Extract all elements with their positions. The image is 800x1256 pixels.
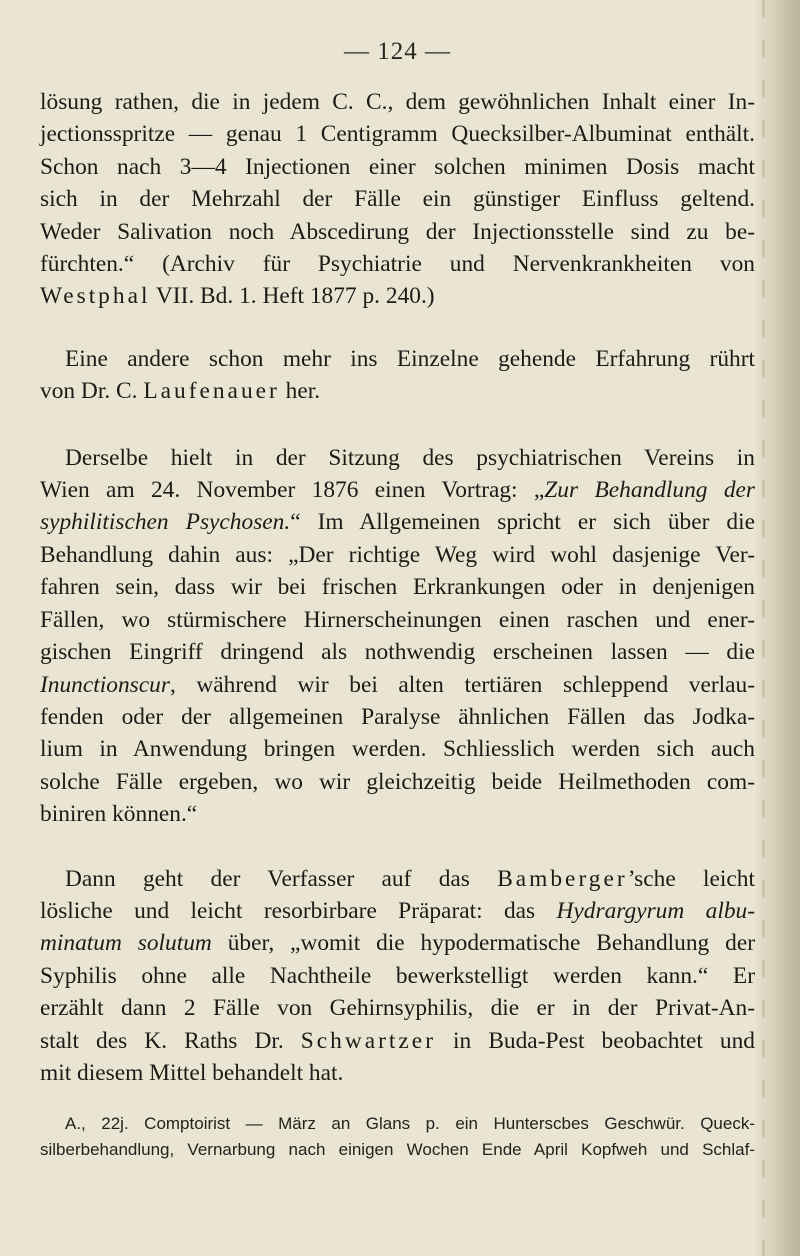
text-line <box>40 863 755 895</box>
citation-text: VII. Bd. 1. Heft 1877 p. 240.) <box>150 283 435 310</box>
author-name: Schwartzer <box>300 1027 436 1054</box>
text-line <box>40 280 755 312</box>
paragraph-4 <box>40 863 755 1090</box>
text-fragment: ’sche leicht <box>627 865 755 892</box>
paragraph-3 <box>40 442 755 831</box>
text-line: Behandlung dahin aus: „Der richtige Weg wird wohl dasjenige Ver- <box>40 541 755 568</box>
text-line: sich in der Mehrzahl der Fälle ein günstiger Einfluss geltend. <box>40 186 755 213</box>
text-fragment: stalt des K. Raths Dr. <box>40 1027 301 1054</box>
text-line: mit diesem Mittel behandelt hat. <box>40 1059 344 1086</box>
text-line: solche Fälle ergeben, wo wir gleichzeitig beide Heilmethoden com- <box>40 768 755 795</box>
text-line: Weder Salivation noch Abscedirung der Injectionsstelle sind zu be- <box>40 218 755 245</box>
text-line: Syphilis ohne alle Nachtheile bewerkstelligt werden kann.“ Er <box>40 962 755 989</box>
author-name: Laufenauer <box>143 378 280 405</box>
lecture-title: Zur Behandlung der <box>544 477 756 504</box>
paragraph-2 <box>40 343 755 408</box>
text-line: fahren sein, dass wir bei frischen Erkrankungen oder in denjenigen <box>40 574 755 601</box>
text-fragment: Wien am 24. November 1876 einen Vortrag: „ <box>40 477 545 504</box>
text-line: fürchten.“ (Archiv für Psychiatrie und Nervenkrankheiten von <box>40 251 755 278</box>
page-edge-shadow <box>756 0 800 1256</box>
text-line: biniren können.“ <box>40 801 198 828</box>
text-line: lium in Anwendung bringen werden. Schliesslich werden sich auch <box>40 736 755 763</box>
text-fragment: her. <box>279 378 321 405</box>
text-line: lösung rathen, die in jedem C. C., dem gewöhnlichen Inhalt einer In- <box>40 89 755 115</box>
text-line <box>40 895 755 927</box>
text-line <box>40 506 755 538</box>
text-line: fenden oder der allgemeinen Paralyse ähnlichen Fällen das Jodka- <box>40 703 755 730</box>
text-fragment: “ Im Allgemeinen spricht er sich über die <box>290 509 755 536</box>
author-name: Westphal <box>40 283 151 310</box>
text-line: Schon nach 3—4 Injectionen einer solchen minimen Dosis macht <box>40 153 755 180</box>
text-fragment: über, „womit die hypodermatische Behandlung der <box>211 930 755 957</box>
text-line <box>40 927 755 959</box>
text-line <box>40 1025 755 1057</box>
text-fragment: Dann geht der Verfasser auf das <box>65 865 498 892</box>
footnote-line: silberbehandlung, Vernarbung nach einigen Wochen Ende April Kopfweh und Schlaf- <box>40 1140 755 1160</box>
preparation-name: minatum solutum <box>40 930 212 957</box>
preparation-name: Hydrargyrum albu- <box>556 897 755 924</box>
text-line <box>40 474 755 506</box>
author-name: Bamberger <box>497 865 628 892</box>
text-line: erzählt dann 2 Fälle von Gehirnsyphilis, die er in der Privat-An- <box>40 995 755 1022</box>
text-line: Derselbe hielt in der Sitzung des psychiatrischen Vereins in <box>65 444 755 471</box>
book-page <box>40 38 755 1163</box>
text-line: Eine andere schon mehr ins Einzelne gehende Erfahrung rührt <box>65 345 755 372</box>
text-line <box>40 669 755 701</box>
text-line <box>40 375 755 407</box>
treatment-term: Inunctionscur <box>40 671 170 698</box>
case-footnote <box>40 1111 755 1163</box>
text-fragment: von Dr. C. <box>40 378 144 405</box>
text-fragment: in Buda-Pest beobachtet und <box>435 1027 756 1054</box>
text-fragment: lösliche und leicht resorbirbare Präparat: das <box>40 897 557 924</box>
text-line: Fällen, wo stürmischere Hirnerscheinungen einen raschen und ener- <box>40 606 755 633</box>
paragraph-1 <box>40 86 755 313</box>
lecture-title: syphilitischen Psychosen. <box>40 509 291 536</box>
text-fragment: , während wir bei alten tertiären schleppend verlau- <box>169 671 755 698</box>
footnote-line: A., 22j. Comptoirist — März an Glans p. ein Hunterscbes Geschwür. Queck- <box>65 1114 755 1134</box>
page-number: — 124 — <box>344 38 451 65</box>
text-line: gischen Eingriff dringend als nothwendig erscheinen lassen — die <box>40 639 755 666</box>
text-line: jectionsspritze — genau 1 Centigramm Quecksilber-Albuminat enthält. <box>40 121 755 148</box>
